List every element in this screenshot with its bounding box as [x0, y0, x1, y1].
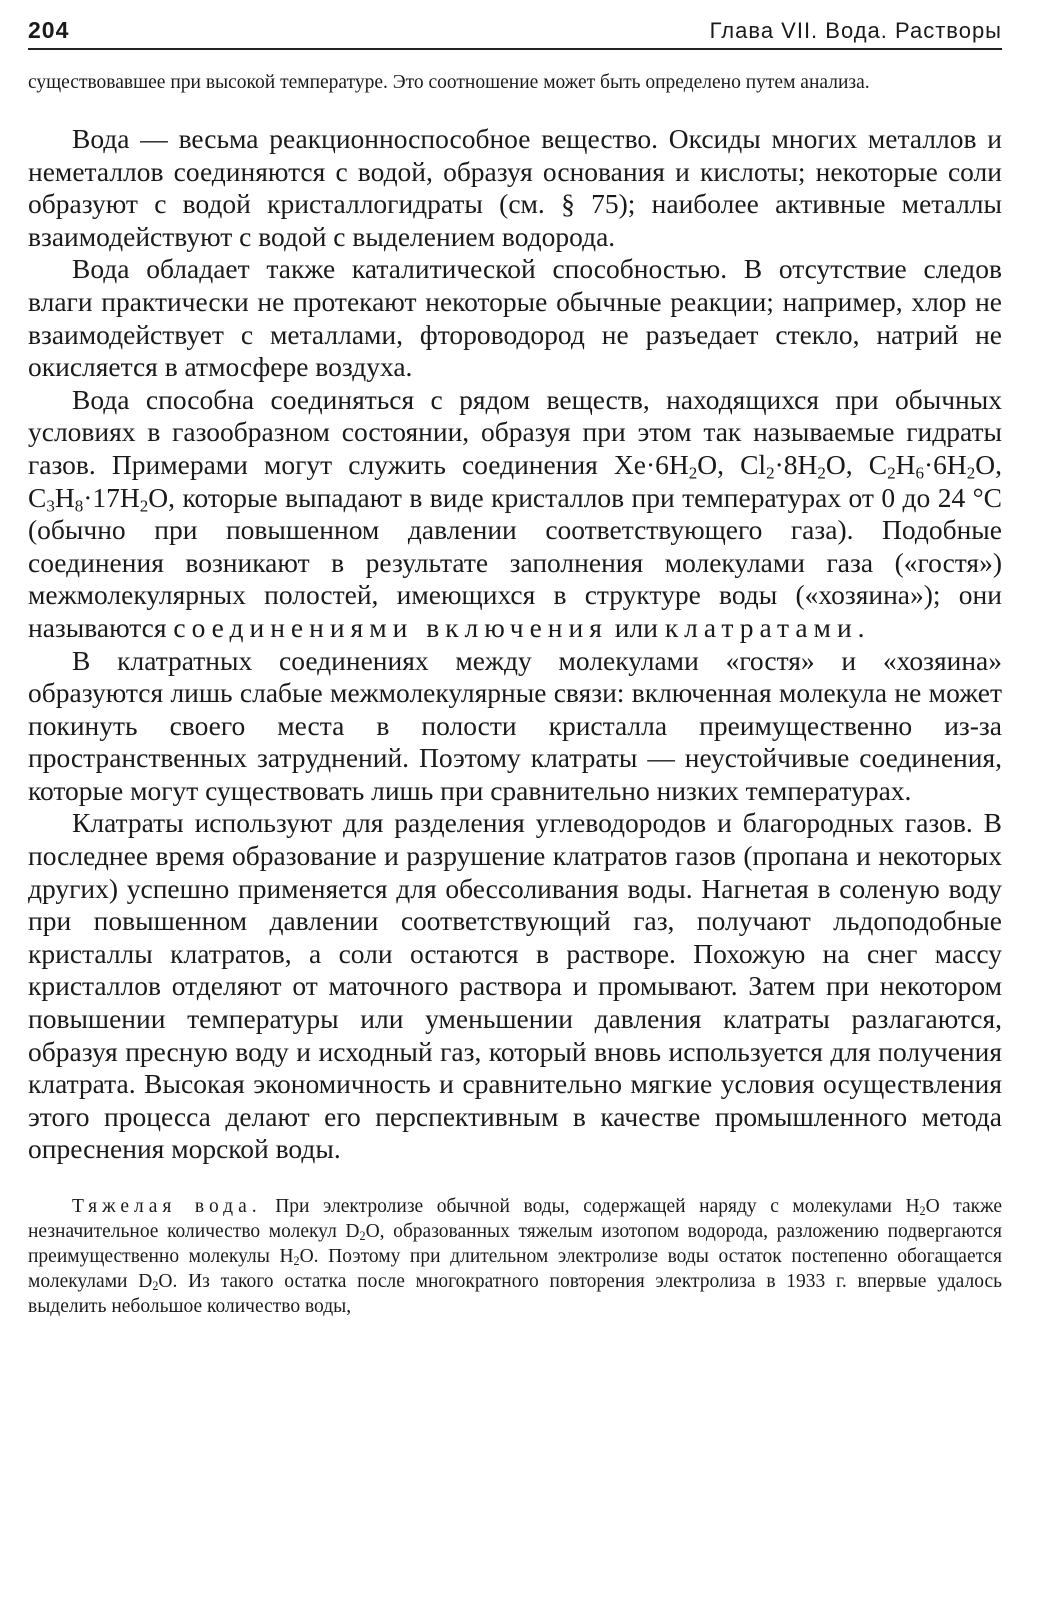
term-inclusion-compounds: соединениями включения — [173, 611, 608, 643]
intro-text: существовавшее при высокой температуре. Это соотношение может быть определено путем анализа. — [28, 72, 870, 93]
paragraph-reactivity: Вода — весьма реакционноспособное вещество. Оксиды многих металлов и неметаллов соединяются с водой, образуя основания и кислоты; некоторые соли образуют с водой кристаллогидраты (см. § 75); наиболее активные металлы взаимодействуют с водой с выделением водорода. — [28, 123, 1002, 252]
paragraph-catalytic: Вода обладает также каталитической способностью. В отсутствие следов влаги практически не протекают некоторые обычные реакции; например, хлор не взаимодействует с металлами, фтороводород не разъедает стекло, натрий не окисляется в атмосфере воздуха. — [28, 253, 1002, 383]
text-segment: Вода способна соединяться с рядом веществ, находящихся при обычных условиях в газообразном состоянии, образуя при этом так называемые гидраты газов. Примерами могут служить соединения — [28, 383, 1002, 480]
formula-xe-hydrate: $Xe\cdot 6H_2O$, $Cl_2\cdot 8H_2O$, $C_2H_6\cdot 6H_2O$, $C_3H_8\cdot 17H_2O$ — [28, 448, 1003, 515]
text-segment: . — [857, 611, 865, 643]
section-title: Тяжелая вода. — [72, 1196, 262, 1217]
section-heavy-water: Тяжелая вода. При электролизе обычной воды, содержащей наряду с молекулами $H_2O$ также незначительное количество молекул $D_2O$, образованных тяжелым изотопом водорода, разложению подвергаются преимущественно молекулы $H_2O$. Поэтому при длительном электролизе воды остаток постепенно обогащается молекулами $D_2O$. Из такого остатка после многократного повторения электролиза в 1933 г. впервые удалось выделить небольшое количество воды, — [28, 1196, 1003, 1317]
running-header — [28, 14, 1002, 50]
chapter-title: Глава VII. Вода. Растворы — [709, 18, 1002, 43]
paragraph-clathrate-bonds: В клатратных соединениях между молекулами «гостя» и «хозяина» образуются лишь слабые межмолекулярные связи: включенная молекула не может покинуть своего места в полости кристалла преимущественно из-за пространственных затруднений. Поэтому клатраты — неустойчивые соединения, которые могут существовать лишь при сравнительно низких температурах. — [28, 644, 1002, 806]
page-number: 204 — [28, 17, 70, 43]
paragraph-desalination: Клатраты используют для разделения углеводородов и благородных газов. В последнее время образование и разрушение клатратов газов (пропана и некоторых других) успешно применяется для обессоливания воды. Нагнетая в соленую воду при повышенном давлении соответствующий газ, получают льдоподобные кристаллы клатратов, а соли остаются в растворе. Похожую на снег массу кристаллов отделяют от маточного раствора и промывают. Затем при некотором повышении температуры или уменьшении давления клатраты разлагаются, образуя пресную воду и исходный газ, который вновь используется для получения клатрата. Высокая экономичность и сравнительно мягкие условия осуществления этого процесса делают его перспективным в качестве промышленного метода опреснения морской воды. — [28, 807, 1002, 1165]
paragraph-gas-hydrates — [28, 384, 1002, 645]
book-page — [28, 14, 1002, 1586]
text-segment: или — [607, 611, 665, 643]
text-segment: , которые выпадают в виде кристаллов при температурах от 0 до 24 °С (обычно при повышенном давлении соответствующего газа). Подобные соединения возникают в результате заполнения молекулами газа («гостя») межмолекулярных полостей, имеющихся в структуре воды («хозяина»); они называются — [28, 481, 1002, 643]
term-clathrates: клатратами — [664, 611, 858, 643]
